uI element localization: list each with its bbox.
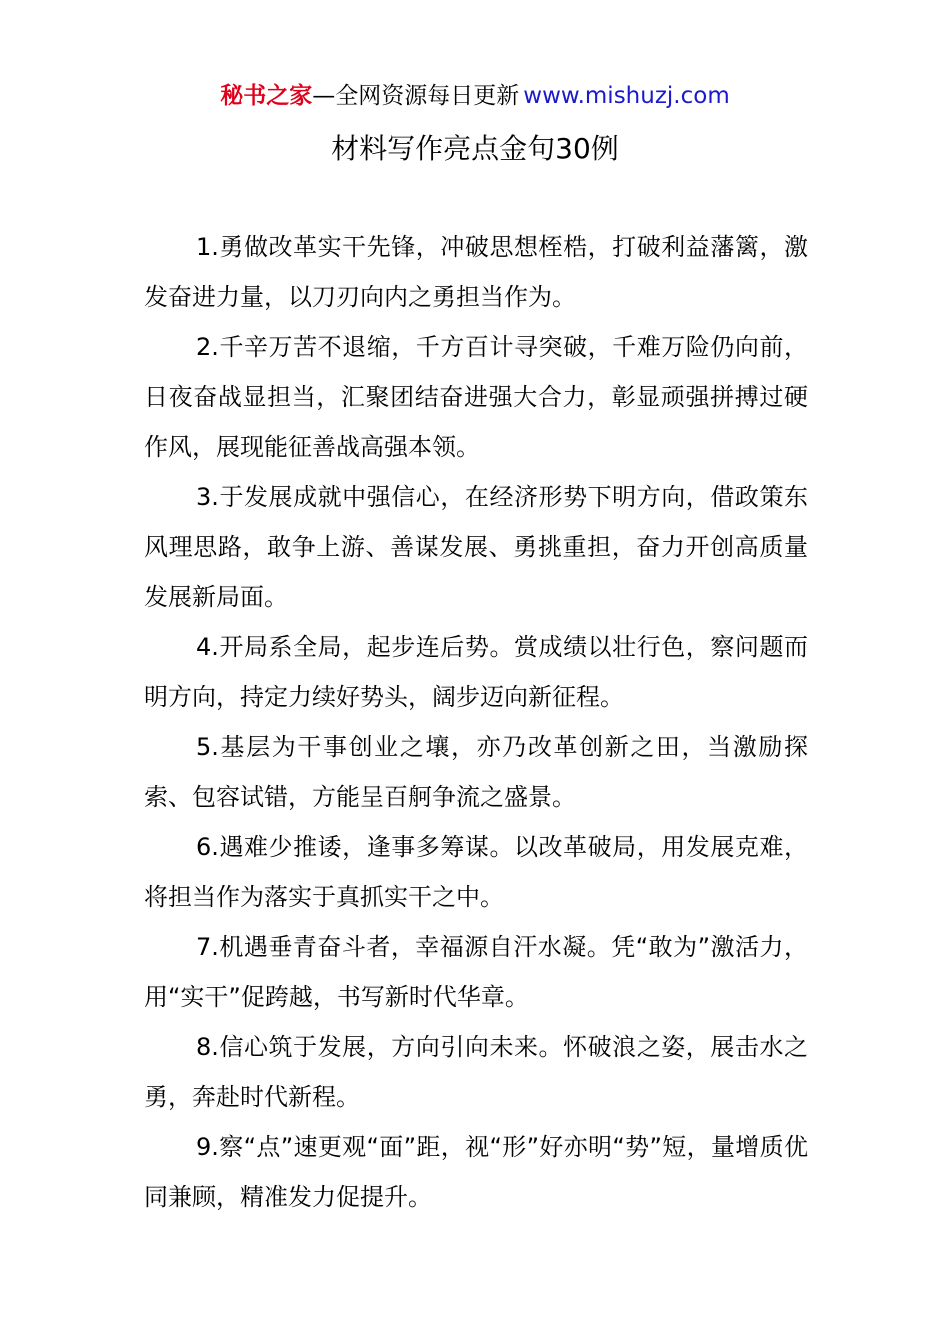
list-item: 8.信心筑于发展，方向引向未来。怀破浪之姿，展击水之勇，奔赴时代新程。: [144, 1033, 808, 1111]
site-header: [0, 80, 950, 112]
site-url-link[interactable]: www.mishuzj.com: [523, 83, 730, 109]
list-item: 4.开局系全局，起步连后势。赏成绩以壮行色，察问题而明方向，持定力续好势头，阔步迈向新征程。: [144, 633, 808, 711]
site-tagline: —全网资源每日更新: [312, 83, 520, 109]
list-item: 5.基层为干事创业之壤，亦乃改革创新之田，当激励探索、包容试错，方能呈百舸争流之盛景。: [144, 733, 808, 811]
list-item: 9.察“点”速更观“面”距，视“形”好亦明“势”短，量增质优同兼顾，精准发力促提升。: [144, 1133, 808, 1211]
brand-name: 秘书之家: [220, 83, 313, 109]
document-title: 材料写作亮点金句30例: [331, 132, 619, 165]
document-body: [144, 222, 808, 1222]
list-item: 3.于发展成就中强信心，在经济形势下明方向，借政策东风理思路，敢争上游、善谋发展、勇挑重担，奋力开创高质量发展新局面。: [144, 483, 808, 611]
list-item: 1.勇做改革实干先锋，冲破思想桎梏，打破利益藩篱，激发奋进力量，以刀刃向内之勇担当作为。: [144, 233, 808, 311]
list-item: 7.机遇垂青奋斗者，幸福源自汗水凝。凭“敢为”激活力，用“实干”促跨越，书写新时代华章。: [144, 933, 808, 1011]
list-item: 6.遇难少推诿，逢事多筹谋。以改革破局，用发展克难，将担当作为落实于真抓实干之中。: [144, 833, 808, 911]
list-item: 2.千辛万苦不退缩，千方百计寻突破，千难万险仍向前，日夜奋战显担当，汇聚团结奋进强大合力，彰显顽强拼搏过硬作风，展现能征善战高强本领。: [144, 333, 808, 461]
